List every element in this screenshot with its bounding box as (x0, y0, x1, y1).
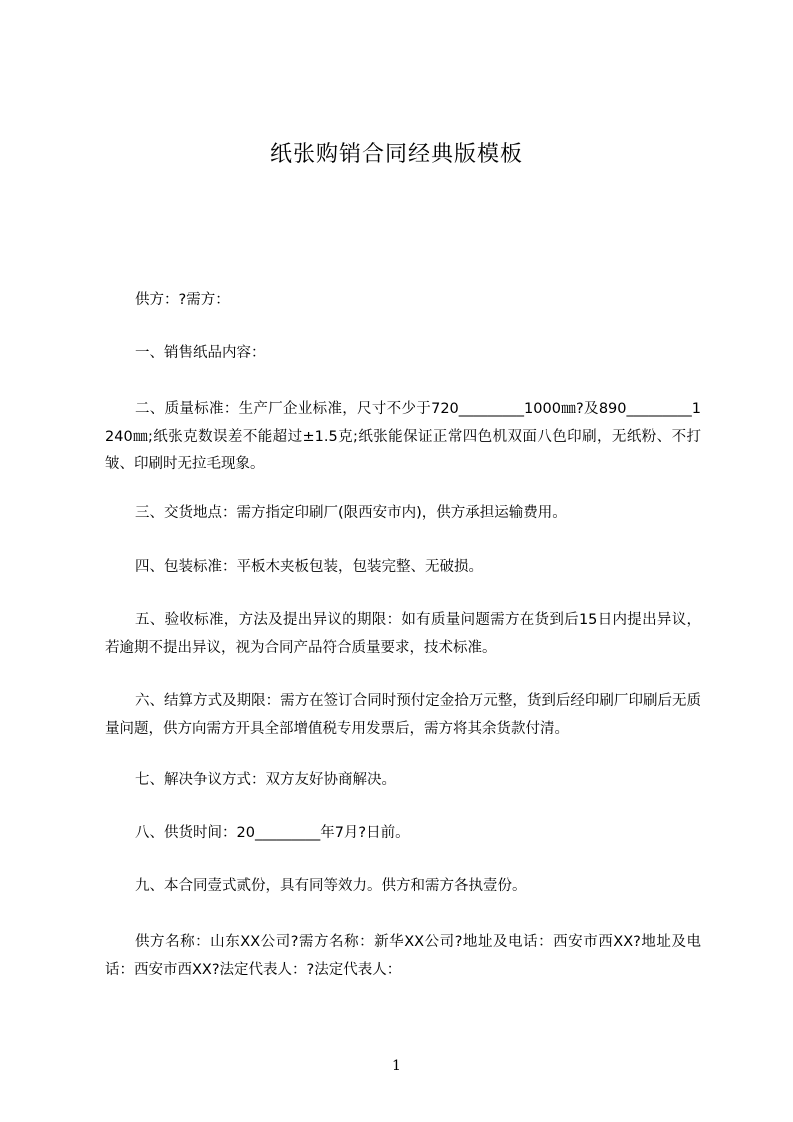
clause-2-quality: 二、质量标准：生产厂企业标准，尺寸不少于720_________1000㎜?及890_________1240㎜;纸张克数误差不能超过±1.5克;纸张能保证正常四色机双面八色印刷，无纸粉、不打皱、印刷时无拉毛现象。 (105, 401, 701, 472)
clause-1-content: 一、销售纸品内容： (135, 345, 266, 361)
clause-7-disputes: 七、解决争议方式：双方友好协商解决。 (135, 772, 396, 788)
clause-8-supply-time: 八、供货时间：20_________年7月?日前。 (135, 825, 410, 841)
clause-5-acceptance: 五、验收标准，方法及提出异议的期限：如有质量问题需方在货到后15日内提出异议，若逾期不提出异议，视为合同产品符合质量要求，技术标准。 (105, 612, 701, 656)
signature-block: 供方名称：山东XX公司?需方名称：新华XX公司?地址及电话：西安市西XX?地址及电话：西安市西XX?法定代表人：?法定代表人： (105, 934, 701, 978)
page-number: 1 (392, 1058, 401, 1074)
clause-4-packaging: 四、包装标准：平板木夹板包装，包装完整、无破损。 (135, 559, 483, 575)
document-title: 纸张购销合同经典版模板 (269, 142, 523, 167)
clause-9-copies: 九、本合同壹式贰份，具有同等效力。供方和需方各执壹份。 (135, 878, 527, 894)
clause-6-settlement: 六、结算方式及期限：需方在签订合同时预付定金拾万元整，货到后经印刷厂印刷后无质量问题，供方向需方开具全部增值税专用发票后，需方将其余货款付清。 (105, 693, 701, 737)
parties-line: 供方：?需方： (135, 292, 230, 308)
clause-3-delivery: 三、交货地点：需方指定印刷厂(限西安市内)，供方承担运输费用。 (135, 505, 567, 521)
